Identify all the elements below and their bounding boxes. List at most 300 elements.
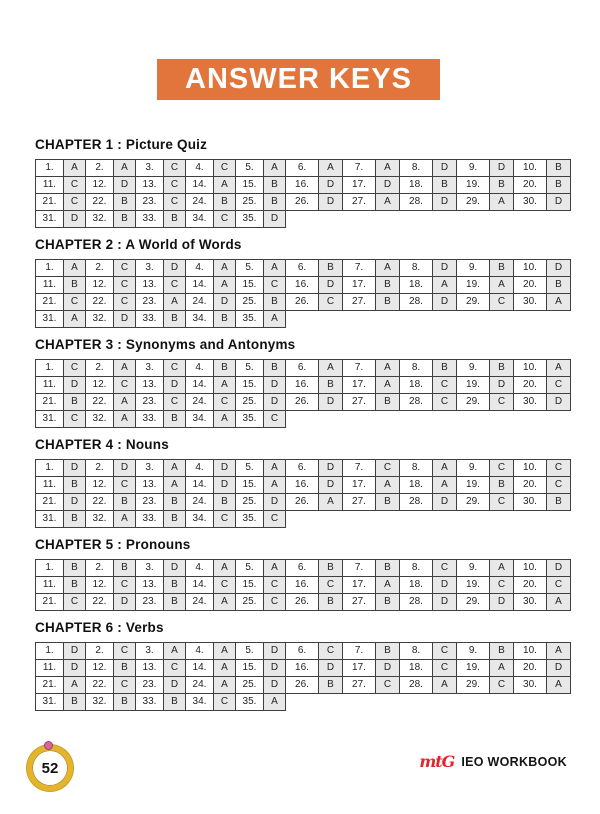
answer-cell: D xyxy=(433,594,457,611)
question-number-cell: 7. xyxy=(343,560,376,577)
answer-cell: C xyxy=(433,377,457,394)
answer-cell: D xyxy=(114,594,136,611)
mtg-logo: mtG xyxy=(419,752,455,771)
answer-cell: A xyxy=(319,494,343,511)
question-number-cell: 14. xyxy=(186,177,214,194)
answer-cell: D xyxy=(433,160,457,177)
answer-cell: B xyxy=(114,211,136,228)
question-number-cell: 6. xyxy=(286,160,319,177)
answer-row xyxy=(36,177,571,194)
answer-cell: A xyxy=(214,677,236,694)
question-number-cell: 24. xyxy=(186,677,214,694)
chapter-3-answer-table xyxy=(35,359,571,428)
answer-row xyxy=(36,211,571,228)
question-number-cell: 19. xyxy=(457,577,490,594)
answer-cell: B xyxy=(64,694,86,711)
answer-cell: B xyxy=(490,643,514,660)
answer-cell: C xyxy=(64,294,86,311)
question-number-cell: 18. xyxy=(400,477,433,494)
answer-cell: B xyxy=(547,277,571,294)
answer-cell: D xyxy=(490,160,514,177)
answer-cell: B xyxy=(376,560,400,577)
question-number-cell: 22. xyxy=(86,594,114,611)
question-number-cell: 28. xyxy=(400,677,433,694)
question-number-cell: 25. xyxy=(236,294,264,311)
answer-cell: C xyxy=(164,360,186,377)
answer-cell: D xyxy=(376,177,400,194)
answer-cell: D xyxy=(433,260,457,277)
question-number-cell: 24. xyxy=(186,294,214,311)
chapter-6-heading: CHAPTER 6 : Verbs xyxy=(35,620,164,635)
question-number-cell: 22. xyxy=(86,394,114,411)
question-number-cell: 18. xyxy=(400,660,433,677)
answer-cell: D xyxy=(64,660,86,677)
question-number-cell: 28. xyxy=(400,394,433,411)
answer-cell: B xyxy=(64,477,86,494)
question-number-cell: 6. xyxy=(286,460,319,477)
answer-cell: C xyxy=(164,177,186,194)
question-number-cell: 16. xyxy=(286,377,319,394)
question-number-cell: 29. xyxy=(457,194,490,211)
question-number-cell: 35. xyxy=(236,411,264,428)
answer-cell: B xyxy=(64,394,86,411)
answer-cell: C xyxy=(490,677,514,694)
answer-row xyxy=(36,694,571,711)
answer-cell: A xyxy=(214,594,236,611)
question-number-cell: 22. xyxy=(86,494,114,511)
answer-cell: C xyxy=(164,394,186,411)
answer-cell: D xyxy=(64,377,86,394)
question-number-cell: 27. xyxy=(343,677,376,694)
question-number-cell: 16. xyxy=(286,660,319,677)
question-number-cell: 26. xyxy=(286,294,319,311)
answer-row xyxy=(36,477,571,494)
answer-cell: C xyxy=(490,294,514,311)
question-number-cell: 1. xyxy=(36,560,64,577)
answer-cell: A xyxy=(264,260,286,277)
answer-cell: B xyxy=(376,394,400,411)
chapter-1-answer-table xyxy=(35,159,571,228)
chapter-4-answer-table xyxy=(35,459,571,528)
answer-cell: B xyxy=(114,560,136,577)
answer-cell: A xyxy=(264,311,286,328)
answer-cell: A xyxy=(433,460,457,477)
answer-cell: B xyxy=(490,260,514,277)
answer-keys-banner xyxy=(157,59,440,100)
question-number-cell: 33. xyxy=(136,511,164,528)
answer-row xyxy=(36,677,571,694)
question-number-cell: 5. xyxy=(236,643,264,660)
question-number-cell: 19. xyxy=(457,377,490,394)
answer-cell: C xyxy=(64,194,86,211)
question-number-cell: 23. xyxy=(136,394,164,411)
question-number-cell: 22. xyxy=(86,194,114,211)
question-number-cell: 34. xyxy=(186,411,214,428)
question-number-cell: 24. xyxy=(186,394,214,411)
answer-cell: C xyxy=(64,411,86,428)
question-number-cell: 34. xyxy=(186,211,214,228)
answer-cell: D xyxy=(547,660,571,677)
answer-cell: B xyxy=(319,594,343,611)
question-number-cell: 20. xyxy=(514,177,547,194)
question-number-cell: 4. xyxy=(186,643,214,660)
question-number-cell: 3. xyxy=(136,160,164,177)
answer-cell: A xyxy=(64,311,86,328)
question-number-cell: 22. xyxy=(86,294,114,311)
answer-cell: A xyxy=(264,160,286,177)
question-number-cell: 34. xyxy=(186,694,214,711)
footer-brand xyxy=(419,752,567,771)
answer-cell: C xyxy=(490,577,514,594)
chapter-5-heading: CHAPTER 5 : Pronouns xyxy=(35,537,191,552)
question-number-cell: 10. xyxy=(514,160,547,177)
question-number-cell: 16. xyxy=(286,477,319,494)
question-number-cell: 8. xyxy=(400,643,433,660)
answer-cell: A xyxy=(376,360,400,377)
answer-cell: A xyxy=(64,260,86,277)
answer-cell: D xyxy=(547,194,571,211)
question-number-cell: 15. xyxy=(236,660,264,677)
question-number-cell: 1. xyxy=(36,643,64,660)
answer-cell: B xyxy=(264,294,286,311)
question-number-cell: 3. xyxy=(136,260,164,277)
chapter-5-answer-table xyxy=(35,559,571,611)
answer-cell: C xyxy=(64,360,86,377)
answer-cell: B xyxy=(376,494,400,511)
question-number-cell: 12. xyxy=(86,477,114,494)
answer-cell: C xyxy=(376,677,400,694)
answer-cell: A xyxy=(214,260,236,277)
question-number-cell: 21. xyxy=(36,677,64,694)
question-number-cell: 31. xyxy=(36,411,64,428)
answer-cell: A xyxy=(264,560,286,577)
question-number-cell: 9. xyxy=(457,160,490,177)
question-number-cell: 5. xyxy=(236,160,264,177)
answer-row xyxy=(36,277,571,294)
answer-cell: C xyxy=(114,377,136,394)
answer-cell: A xyxy=(164,294,186,311)
answer-cell: A xyxy=(490,194,514,211)
question-number-cell: 35. xyxy=(236,311,264,328)
answer-cell: B xyxy=(319,377,343,394)
question-number-cell: 8. xyxy=(400,160,433,177)
answer-cell: C xyxy=(433,560,457,577)
question-number-cell: 2. xyxy=(86,560,114,577)
answer-row xyxy=(36,360,571,377)
answer-cell: C xyxy=(319,294,343,311)
answer-cell: A xyxy=(433,677,457,694)
answer-cell: A xyxy=(490,660,514,677)
answer-row xyxy=(36,294,571,311)
question-number-cell: 19. xyxy=(457,177,490,194)
answer-cell: C xyxy=(214,694,236,711)
answer-cell: C xyxy=(264,594,286,611)
answer-cell: B xyxy=(164,511,186,528)
question-number-cell: 15. xyxy=(236,177,264,194)
answer-cell: B xyxy=(319,560,343,577)
answer-cell: A xyxy=(264,477,286,494)
question-number-cell: 11. xyxy=(36,377,64,394)
answer-cell: A xyxy=(376,577,400,594)
answer-cell: D xyxy=(319,394,343,411)
answer-cell: C xyxy=(433,394,457,411)
answer-cell: C xyxy=(214,511,236,528)
question-number-cell: 31. xyxy=(36,511,64,528)
question-number-cell: 10. xyxy=(514,560,547,577)
answer-cell: B xyxy=(264,194,286,211)
answer-cell: C xyxy=(114,577,136,594)
question-number-cell: 6. xyxy=(286,360,319,377)
question-number-cell: 17. xyxy=(343,577,376,594)
question-number-cell: 31. xyxy=(36,311,64,328)
answer-cell: B xyxy=(114,494,136,511)
answer-cell: D xyxy=(319,460,343,477)
question-number-cell: 18. xyxy=(400,277,433,294)
question-number-cell: 19. xyxy=(457,477,490,494)
answer-cell: A xyxy=(114,394,136,411)
chapter-3-heading: CHAPTER 3 : Synonyms and Antonyms xyxy=(35,337,296,352)
answer-cell: C xyxy=(376,460,400,477)
answer-cell: A xyxy=(214,177,236,194)
question-number-cell: 6. xyxy=(286,560,319,577)
question-number-cell: 8. xyxy=(400,560,433,577)
answer-cell: D xyxy=(164,560,186,577)
answer-cell: D xyxy=(264,677,286,694)
answer-cell: B xyxy=(114,194,136,211)
question-number-cell: 12. xyxy=(86,660,114,677)
answer-cell: D xyxy=(490,377,514,394)
answer-cell: C xyxy=(547,577,571,594)
answer-cell: A xyxy=(164,643,186,660)
question-number-cell: 27. xyxy=(343,194,376,211)
question-number-cell: 21. xyxy=(36,494,64,511)
question-number-cell: 21. xyxy=(36,294,64,311)
answer-cell: C xyxy=(214,211,236,228)
question-number-cell: 14. xyxy=(186,660,214,677)
question-number-cell: 3. xyxy=(136,460,164,477)
answer-cell: B xyxy=(547,177,571,194)
answer-cell: B xyxy=(376,643,400,660)
answer-cell: C xyxy=(64,594,86,611)
answer-cell: B xyxy=(433,177,457,194)
question-number-cell: 1. xyxy=(36,360,64,377)
question-number-cell: 3. xyxy=(136,360,164,377)
answer-cell: C xyxy=(547,377,571,394)
page-number: 52 xyxy=(41,759,59,777)
answer-cell: C xyxy=(164,660,186,677)
answer-cell: D xyxy=(547,260,571,277)
answer-cell: A xyxy=(490,277,514,294)
question-number-cell: 17. xyxy=(343,477,376,494)
answer-cell: A xyxy=(214,660,236,677)
pencil-eraser-dot-icon xyxy=(44,741,53,750)
question-number-cell: 28. xyxy=(400,494,433,511)
question-number-cell: 25. xyxy=(236,194,264,211)
answer-cell: A xyxy=(114,411,136,428)
question-number-cell: 14. xyxy=(186,377,214,394)
answer-cell: A xyxy=(547,643,571,660)
question-number-cell: 26. xyxy=(286,594,319,611)
answer-cell: A xyxy=(64,160,86,177)
answer-cell: A xyxy=(214,377,236,394)
answer-cell: B xyxy=(376,594,400,611)
question-number-cell: 32. xyxy=(86,511,114,528)
answer-row xyxy=(36,460,571,477)
question-number-cell: 26. xyxy=(286,394,319,411)
answer-cell: C xyxy=(490,394,514,411)
answer-cell: C xyxy=(319,577,343,594)
question-number-cell: 26. xyxy=(286,194,319,211)
answer-cell: C xyxy=(214,160,236,177)
chapter-1-section xyxy=(35,137,570,228)
answer-cell: A xyxy=(164,460,186,477)
answer-cell: A xyxy=(214,643,236,660)
question-number-cell: 25. xyxy=(236,394,264,411)
question-number-cell: 8. xyxy=(400,360,433,377)
question-number-cell: 30. xyxy=(514,594,547,611)
question-number-cell: 21. xyxy=(36,394,64,411)
answer-row xyxy=(36,394,571,411)
question-number-cell: 10. xyxy=(514,260,547,277)
question-number-cell: 16. xyxy=(286,277,319,294)
question-number-cell: 23. xyxy=(136,494,164,511)
question-number-cell: 29. xyxy=(457,494,490,511)
answer-cell: B xyxy=(164,411,186,428)
answer-row xyxy=(36,377,571,394)
answer-cell: C xyxy=(64,177,86,194)
answer-cell: B xyxy=(64,577,86,594)
answer-cell: A xyxy=(376,160,400,177)
question-number-cell: 29. xyxy=(457,294,490,311)
answer-cell: D xyxy=(114,311,136,328)
question-number-cell: 22. xyxy=(86,677,114,694)
answer-cell: A xyxy=(547,594,571,611)
answer-cell: A xyxy=(319,160,343,177)
question-number-cell: 13. xyxy=(136,377,164,394)
question-number-cell: 11. xyxy=(36,177,64,194)
question-number-cell: 13. xyxy=(136,177,164,194)
answer-cell: C xyxy=(264,577,286,594)
answer-cell: C xyxy=(114,677,136,694)
answer-cell: D xyxy=(114,177,136,194)
answer-cell: C xyxy=(114,294,136,311)
question-number-cell: 10. xyxy=(514,643,547,660)
answer-cell: D xyxy=(433,577,457,594)
answer-cell: A xyxy=(64,677,86,694)
answer-cell: A xyxy=(114,360,136,377)
answer-cell: C xyxy=(319,643,343,660)
question-number-cell: 13. xyxy=(136,277,164,294)
page-footer xyxy=(0,740,600,800)
question-number-cell: 30. xyxy=(514,194,547,211)
question-number-cell: 11. xyxy=(36,577,64,594)
question-number-cell: 23. xyxy=(136,294,164,311)
question-number-cell: 30. xyxy=(514,294,547,311)
question-number-cell: 4. xyxy=(186,460,214,477)
question-number-cell: 5. xyxy=(236,460,264,477)
answer-cell: B xyxy=(214,494,236,511)
question-number-cell: 9. xyxy=(457,560,490,577)
answer-cell: A xyxy=(376,377,400,394)
answer-cell: A xyxy=(214,560,236,577)
question-number-cell: 10. xyxy=(514,360,547,377)
question-number-cell: 12. xyxy=(86,277,114,294)
question-number-cell: 7. xyxy=(343,360,376,377)
answer-cell: A xyxy=(490,560,514,577)
question-number-cell: 33. xyxy=(136,211,164,228)
question-number-cell: 1. xyxy=(36,260,64,277)
banner-title: ANSWER KEYS xyxy=(185,63,412,95)
answer-cell: D xyxy=(214,477,236,494)
answer-cell: B xyxy=(264,360,286,377)
question-number-cell: 8. xyxy=(400,260,433,277)
answer-cell: B xyxy=(214,360,236,377)
answer-cell: C xyxy=(114,643,136,660)
chapter-5-section xyxy=(35,537,570,611)
question-number-cell: 25. xyxy=(236,677,264,694)
chapter-1-heading: CHAPTER 1 : Picture Quiz xyxy=(35,137,208,152)
question-number-cell: 20. xyxy=(514,660,547,677)
answer-row xyxy=(36,511,571,528)
answer-cell: A xyxy=(214,277,236,294)
question-number-cell: 34. xyxy=(186,311,214,328)
answer-cell: D xyxy=(164,377,186,394)
answer-cell: D xyxy=(264,211,286,228)
answer-cell: C xyxy=(433,643,457,660)
question-number-cell: 27. xyxy=(343,394,376,411)
answer-cell: A xyxy=(114,160,136,177)
question-number-cell: 20. xyxy=(514,377,547,394)
answer-cell: D xyxy=(214,294,236,311)
question-number-cell: 21. xyxy=(36,594,64,611)
answer-cell: D xyxy=(264,494,286,511)
answer-cell: B xyxy=(64,277,86,294)
answer-cell: B xyxy=(547,160,571,177)
question-number-cell: 29. xyxy=(457,594,490,611)
question-number-cell: 34. xyxy=(186,511,214,528)
question-number-cell: 15. xyxy=(236,477,264,494)
answer-cell: B xyxy=(164,594,186,611)
question-number-cell: 32. xyxy=(86,694,114,711)
answer-cell: C xyxy=(433,660,457,677)
question-number-cell: 5. xyxy=(236,560,264,577)
answer-cell: B xyxy=(164,311,186,328)
question-number-cell: 7. xyxy=(343,643,376,660)
question-number-cell: 12. xyxy=(86,377,114,394)
answer-cell: B xyxy=(490,360,514,377)
question-number-cell: 9. xyxy=(457,460,490,477)
answer-cell: D xyxy=(547,394,571,411)
answer-cell: C xyxy=(490,460,514,477)
answer-cell: C xyxy=(490,494,514,511)
answer-cell: D xyxy=(319,177,343,194)
question-number-cell: 3. xyxy=(136,560,164,577)
answer-cell: B xyxy=(114,660,136,677)
question-number-cell: 28. xyxy=(400,294,433,311)
question-number-cell: 24. xyxy=(186,594,214,611)
question-number-cell: 31. xyxy=(36,694,64,711)
question-number-cell: 35. xyxy=(236,694,264,711)
answer-cell: D xyxy=(490,594,514,611)
question-number-cell: 2. xyxy=(86,360,114,377)
answer-row xyxy=(36,660,571,677)
question-number-cell: 6. xyxy=(286,260,319,277)
answer-cell: C xyxy=(114,477,136,494)
answer-cell: C xyxy=(214,577,236,594)
question-number-cell: 20. xyxy=(514,277,547,294)
answer-cell: A xyxy=(433,277,457,294)
answer-row xyxy=(36,411,571,428)
